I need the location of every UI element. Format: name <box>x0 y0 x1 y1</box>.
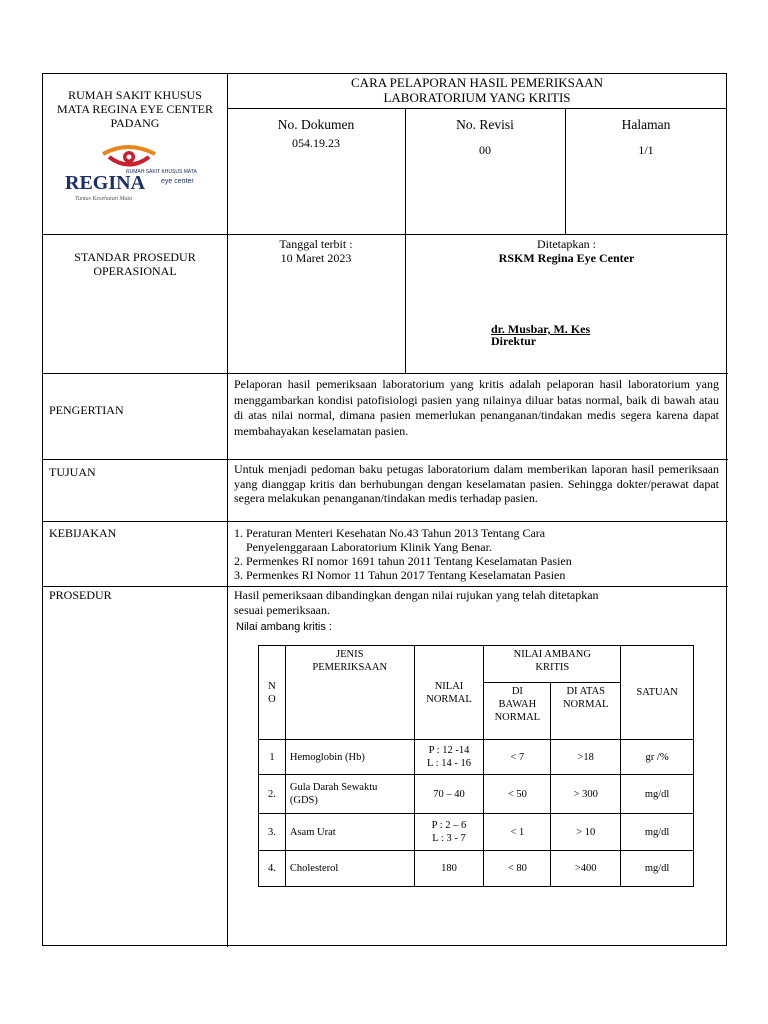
doc-number-value: 054.19.23 <box>292 136 340 150</box>
row-no: 1 <box>259 740 286 775</box>
row-unit: mg/dl <box>621 775 694 814</box>
logo-top-text: RUMAH SAKIT KHUSUS MATA <box>126 169 197 175</box>
table-row <box>259 851 694 887</box>
header-ambang-kritis: NILAI AMBANG KRITIS <box>484 646 621 683</box>
pengertian-label: PENGERTIAN <box>49 403 124 417</box>
kebijakan-bottom-divider <box>43 586 728 587</box>
prosedur-text: sesuai pemeriksaan. <box>234 603 330 617</box>
header-satuan: SATUAN <box>621 646 694 740</box>
row-below: < 7 <box>484 740 551 775</box>
page-value: 1/1 <box>638 143 654 157</box>
row-above: >400 <box>551 851 621 887</box>
title-divider <box>227 108 727 109</box>
hospital-name: RUMAH SAKIT KHUSUS MATA REGINA EYE CENTER PADANG <box>56 88 214 130</box>
header-no: N O <box>259 646 286 740</box>
row-name: Cholesterol <box>285 851 414 887</box>
revision-value: 00 <box>479 143 491 157</box>
row-unit: mg/dl <box>621 814 694 851</box>
logo-tagline: Tuntas Kesehatan Mata <box>75 196 133 202</box>
row-name: Gula Darah Sewaktu (GDS) <box>285 775 414 814</box>
row-above: > 300 <box>551 775 621 814</box>
row-no: 4. <box>259 851 286 887</box>
row-normal: 70 – 40 <box>414 775 484 814</box>
doc-number-label: No. Dokumen <box>277 117 355 132</box>
left-column-divider <box>227 74 228 947</box>
header-jenis: JENIS PEMERIKSAAN <box>285 646 414 740</box>
logo-brand: REGINA <box>65 172 146 194</box>
header-above-normal: DI ATAS NORMAL <box>551 683 621 740</box>
signer-name: dr. Musbar, M. Kes <box>491 322 591 336</box>
prosedur-label: PROSEDUR <box>49 588 112 602</box>
pengertian-text: Pelaporan hasil pemeriksaan laboratorium yang kritis adalah pelaporan hasil laboratorium yang menggambarkan kondisi patofisiologi pasien yang nilainya diluar batas normal, baik di bawah atau di atas nilai normal, dimana pasien memerlukan penanganan/tindakan medis segera karena dapat membahayakan keselamatan pasien. <box>234 377 719 438</box>
row-no: 2. <box>259 775 286 814</box>
tujuan-label: TUJUAN <box>49 465 96 479</box>
logo-brand-suffix: eye center <box>161 178 194 185</box>
set-by-org: RSKM Regina Eye Center <box>498 251 635 265</box>
table-row <box>259 775 694 814</box>
row-normal: P : 2 – 6 L : 3 - 7 <box>414 814 484 851</box>
date-label: Tanggal terbit : <box>279 237 353 251</box>
header-bottom-divider <box>43 234 728 235</box>
tujuan-bottom-divider <box>43 521 728 522</box>
sop-label: STANDAR PROSEDUR OPERASIONAL <box>74 250 196 278</box>
table-row <box>259 740 694 775</box>
document-title-line1: CARA PELAPORAN HASIL PEMERIKSAAN <box>351 75 603 90</box>
row-below: < 50 <box>484 775 551 814</box>
sop-document <box>42 73 727 946</box>
tujuan-text: Untuk menjadi pedoman baku petugas laboratorium dalam memberikan laporan hasil pemeriksaan yang dianggap kritis dan berhubungan dengan keselamatan pasien. Sehingga dokter/perawat dapat segera melakukan penanganan/tindakan medis terhadap pasien. <box>234 462 719 505</box>
kebijakan-item: Penyelenggaraan Laboratorium Klinik Yang Benar. <box>246 540 492 554</box>
row-no: 3. <box>259 814 286 851</box>
kebijakan-item: 3. Permenkes RI Nomor 11 Tahun 2017 Tentang Keselamatan Pasien <box>234 568 566 582</box>
header-below-normal: DI BAWAH NORMAL <box>484 683 551 740</box>
row-normal: 180 <box>414 851 484 887</box>
kebijakan-item: 2. Permenkes RI nomor 1691 tahun 2011 Tentang Keselamatan Pasien <box>234 554 572 568</box>
prosedur-text: Hasil pemeriksaan dibandingkan dengan nilai rujukan yang telah ditetapkan <box>234 588 599 602</box>
row-above: >18 <box>551 740 621 775</box>
page-label: Halaman <box>621 117 671 132</box>
revision-label: No. Revisi <box>456 117 514 132</box>
kebijakan-item: 1. Peraturan Menteri Kesehatan No.43 Tahun 2013 Tentang Cara <box>234 526 546 540</box>
row-unit: mg/dl <box>621 851 694 887</box>
table-row <box>259 814 694 851</box>
row-unit: gr /% <box>621 740 694 775</box>
table-header-row <box>259 646 694 683</box>
regina-logo <box>63 142 213 204</box>
row-above: > 10 <box>551 814 621 851</box>
critical-value-table <box>258 645 694 887</box>
header-nilai-normal: NILAI NORMAL <box>414 646 484 740</box>
set-by-label: Ditetapkan : <box>537 237 596 251</box>
row-name: Hemoglobin (Hb) <box>285 740 414 775</box>
row-name: Asam Urat <box>285 814 414 851</box>
row-below: < 1 <box>484 814 551 851</box>
row-below: < 80 <box>484 851 551 887</box>
kebijakan-label: KEBIJAKAN <box>49 526 117 540</box>
row-normal: P : 12 -14 L : 14 - 16 <box>414 740 484 775</box>
signer-title: Direktur <box>491 334 537 348</box>
date-value: 10 Maret 2023 <box>280 251 352 265</box>
eye-logo-icon <box>63 142 213 204</box>
threshold-caption: Nilai ambang kritis : <box>236 621 332 633</box>
document-title-line2: LABORATORIUM YANG KRITIS <box>383 90 571 105</box>
pengertian-bottom-divider <box>43 459 728 460</box>
info-bottom-divider <box>43 373 728 374</box>
